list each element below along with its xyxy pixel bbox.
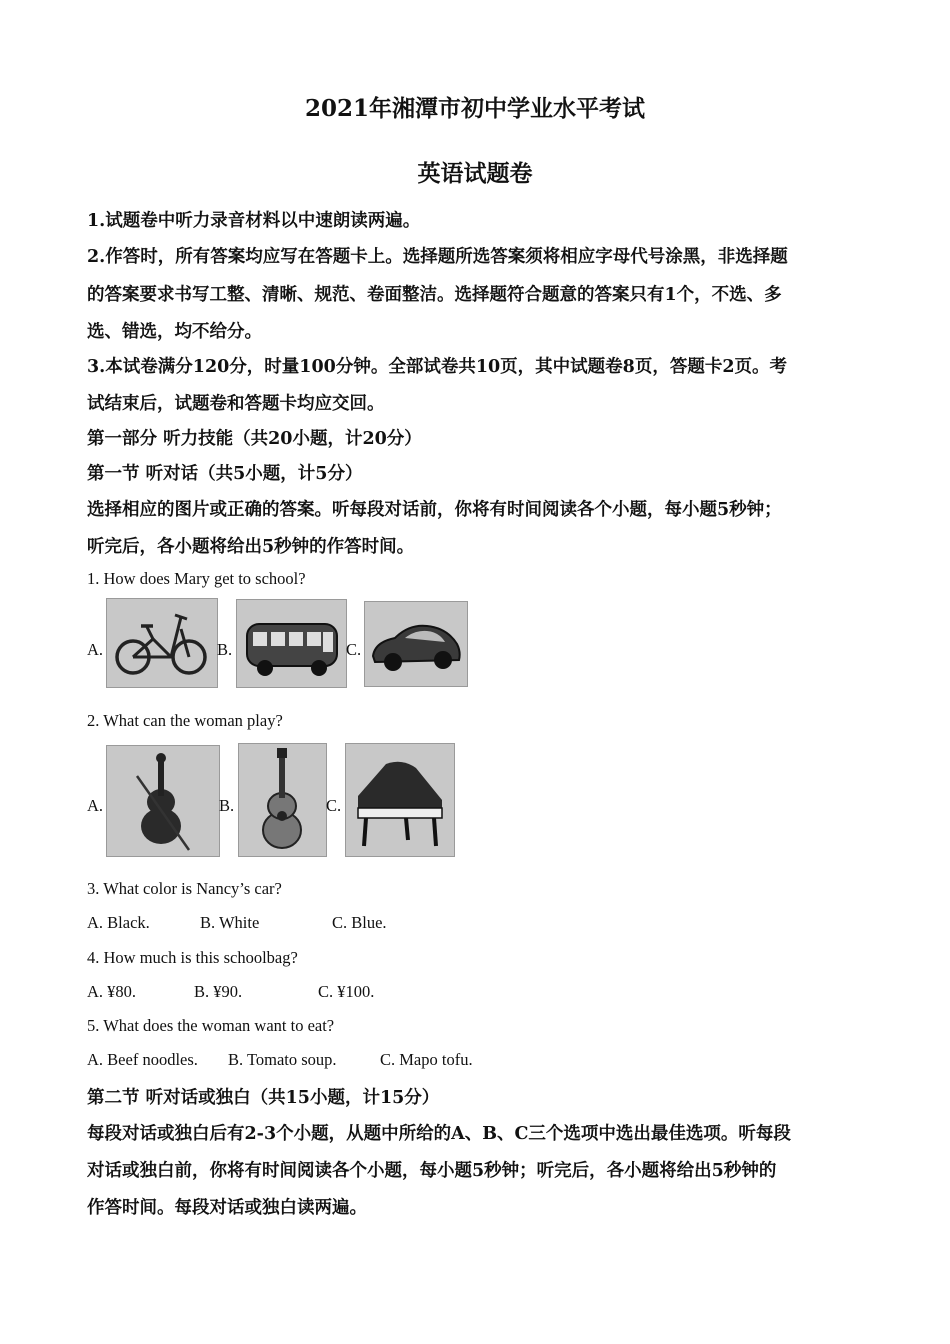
violin-icon	[107, 746, 219, 856]
bicycle-picture	[106, 598, 218, 688]
instruction-line: 试结束后，试题卷和答题卡均应交回。	[87, 394, 385, 414]
guitar-picture	[238, 743, 327, 857]
section1-heading: 第一节 听对话（共5小题，计5分）	[87, 464, 363, 484]
option-label: C. ¥100.	[318, 982, 375, 1001]
instruction-line: 选、错选，均不给分。	[87, 322, 262, 342]
piano-picture	[345, 743, 455, 857]
question-5: 5. What does the woman want to eat?	[87, 1016, 335, 1035]
option-label: C. Blue.	[332, 913, 387, 932]
instruction-line: 3.本试卷满分120分，时量100分钟。全部试卷共10页，其中试题卷8页，答题卡2页。考	[87, 357, 788, 377]
option-label: A.	[87, 796, 104, 815]
question-3: 3. What color is Nancy’s car?	[87, 879, 282, 898]
question-2: 2. What can the woman play?	[87, 711, 283, 730]
bus-picture	[236, 599, 347, 688]
section2-desc: 作答时间。每段对话或独白读两遍。	[87, 1198, 367, 1218]
section1-desc: 选择相应的图片或正确的答案。听每段对话前，你将有时间阅读各个小题，每小题5秒钟；	[87, 500, 782, 520]
question-4: 4. How much is this schoolbag?	[87, 948, 298, 967]
option-label: A. Beef noodles.	[87, 1050, 198, 1069]
bicycle-icon	[107, 599, 217, 687]
option-label: B. Tomato soup.	[228, 1050, 337, 1069]
exam-title: 2021年湘潭市初中学业水平考试	[304, 95, 645, 122]
bus-icon	[237, 600, 346, 687]
car-icon	[365, 602, 467, 686]
option-label: C. Mapo tofu.	[380, 1050, 473, 1069]
part1-heading: 第一部分 听力技能（共20小题，计20分）	[87, 429, 422, 449]
instruction-line: 1.试题卷中听力录音材料以中速朗读两遍。	[87, 211, 421, 231]
section1-desc: 听完后，各小题将给出5秒钟的作答时间。	[87, 537, 415, 557]
option-label: C.	[326, 796, 342, 815]
option-label: B. ¥90.	[194, 982, 243, 1001]
section2-desc: 对话或独白前，你将有时间阅读各个小题，每小题5秒钟；听完后，各小题将给出5秒钟的	[87, 1161, 777, 1181]
car-picture	[364, 601, 468, 687]
option-label: A. ¥80.	[87, 982, 137, 1001]
exam-subtitle: 英语试题卷	[417, 160, 533, 187]
piano-icon	[346, 744, 454, 856]
violin-picture	[106, 745, 220, 857]
guitar-icon	[239, 744, 326, 856]
option-label: B.	[219, 796, 235, 815]
option-label: A. Black.	[87, 913, 150, 932]
question-1: 1. How does Mary get to school?	[87, 569, 306, 588]
instruction-line: 的答案要求书写工整、清晰、规范、卷面整洁。选择题符合题意的答案只有1个，不选、多	[87, 285, 782, 305]
section2-desc: 每段对话或独白后有2-3个小题，从题中所给的A、B、C三个选项中选出最佳选项。听每段	[87, 1124, 791, 1144]
option-label: B. White	[200, 913, 260, 932]
option-label: A.	[87, 640, 104, 659]
section2-heading: 第二节 听对话或独白（共15小题，计15分）	[87, 1088, 440, 1108]
instruction-line: 2.作答时，所有答案均应写在答题卡上。选择题所选答案须将相应字母代号涂黑，非选择题	[87, 247, 788, 267]
option-label: C.	[346, 640, 362, 659]
option-label: B.	[217, 640, 233, 659]
